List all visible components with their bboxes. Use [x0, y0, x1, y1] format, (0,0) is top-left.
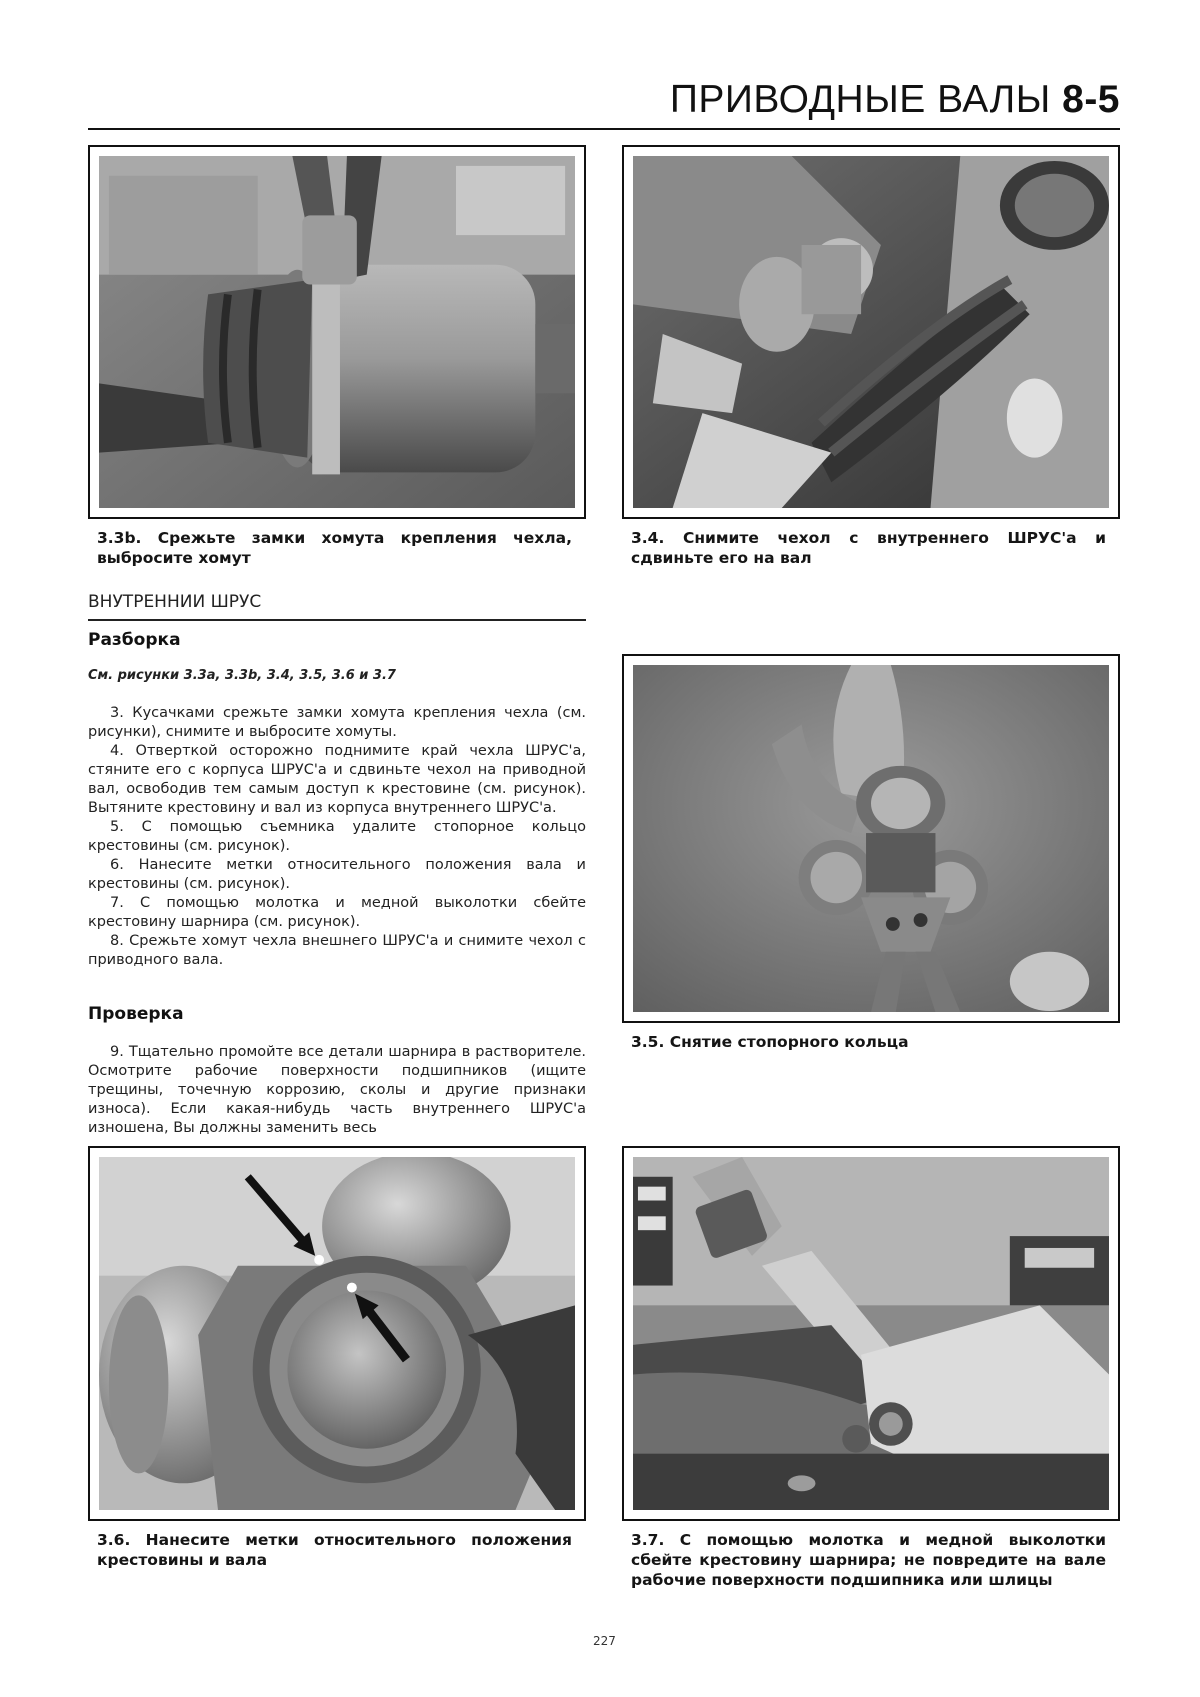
- figure-3-3b: [88, 145, 586, 519]
- figure-3-4: [622, 145, 1120, 519]
- figure-references: См. рисунки 3.3a, 3.3b, 3.4, 3.5, 3.6 и 3.7: [88, 668, 396, 683]
- chapter-title-text: ПРИВОДНЫЕ ВАЛЫ: [669, 78, 1051, 121]
- header-rule: [88, 128, 1120, 130]
- section-heading: ВНУТРЕННИИ ШРУС: [88, 592, 262, 612]
- step-7: 7. С помощью молотка и медной выколотки сбейте крестовину шарнира (см. рисунок).: [88, 895, 586, 930]
- figure-3-3b-caption: 3.3b. Срежьте замки хомута крепления чехла, выбросите хомут: [97, 529, 572, 567]
- figure-3-6-caption: 3.6. Нанесите метки относительного положения крестовины и вала: [97, 1531, 572, 1569]
- step-8: 8. Срежьте хомут чехла внешнего ШРУС'а и снимите чехол с приводного вала.: [88, 933, 586, 968]
- photo-clamp-cutting: [99, 156, 575, 508]
- chapter-number: 8-5: [1062, 78, 1120, 121]
- disassembly-text: [88, 704, 586, 970]
- step-3: 3. Кусачками срежьте замки хомута крепления чехла (см. рисунки), снимите и выбросите хомуты.: [88, 705, 586, 740]
- figure-3-6: [88, 1146, 586, 1521]
- figure-3-4-caption: 3.4. Снимите чехол с внутреннего ШРУС'а и сдвиньте его на вал: [631, 529, 1106, 567]
- figure-3-7-caption: 3.7. С помощью молотка и медной выколотки сбейте крестовину шарнира; не повредите на вале рабочие поверхности подшипника или шлицы: [631, 1531, 1106, 1589]
- figure-3-7: [622, 1146, 1120, 1521]
- section-rule: [88, 619, 586, 621]
- figure-3-5-caption: 3.5. Снятие стопорного кольца: [631, 1033, 909, 1051]
- chapter-title: [670, 78, 1120, 122]
- photo-hammering-spider: [633, 1157, 1109, 1510]
- photo-boot-removal: [633, 156, 1109, 508]
- page-header: [88, 74, 1120, 130]
- step-5: 5. С помощью съемника удалите стопорное кольцо крестовины (см. рисунок).: [88, 819, 586, 854]
- figure-3-5: [622, 654, 1120, 1023]
- step-4: 4. Отверткой осторожно поднимите край чехла ШРУС'а, стяните его с корпуса ШРУС'а и сдвиньте чехол на приводной вал, освободив тем самым доступ к крестовине (см. рисунок). Вытяните крестовину и вал из корпуса внутреннего ШРУС'а.: [88, 743, 586, 816]
- inspection-heading: Проверка: [88, 1004, 184, 1024]
- step-9: 9. Тщательно промойте все детали шарнира в растворителе. Осмотрите рабочие поверхности подшипников (ищите трещины, точечную коррозию, сколы и другие признаки износа). Если какая-нибудь часть внутреннего ШРУС'а изношена, Вы должны заменить весь: [88, 1044, 586, 1136]
- step-6: 6. Нанесите метки относительного положения вала и крестовины (см. рисунок).: [88, 857, 586, 892]
- inspection-text: [88, 1043, 586, 1138]
- photo-alignment-marks: [99, 1157, 575, 1510]
- photo-snap-ring-removal: [633, 665, 1109, 1012]
- page-number: 227: [593, 1634, 616, 1648]
- disassembly-heading: Разборка: [88, 630, 181, 650]
